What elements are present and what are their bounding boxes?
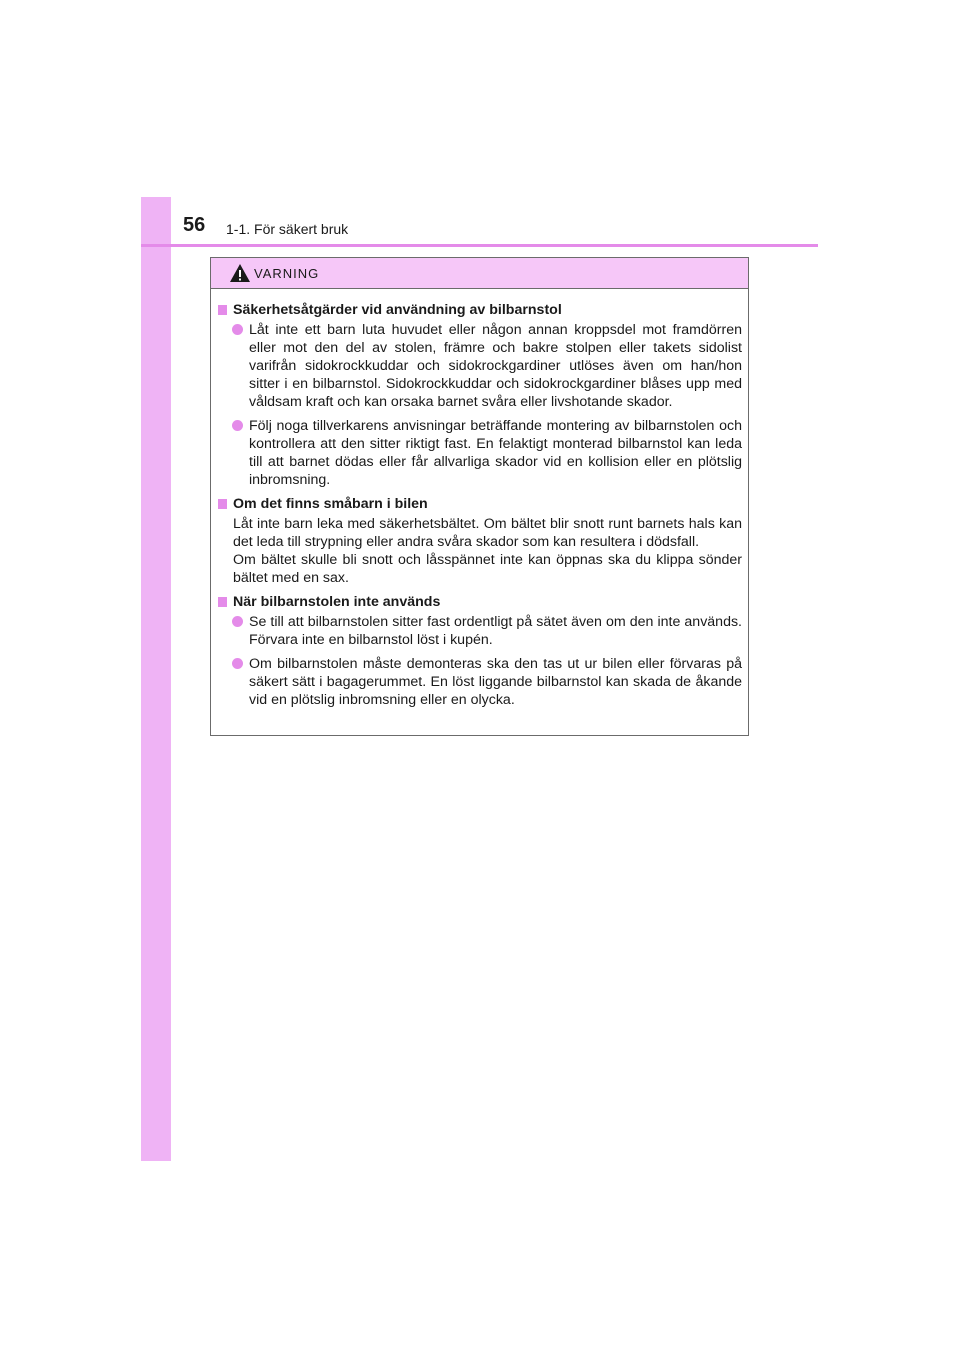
- bullet-dot-icon: [232, 616, 243, 627]
- square-bullet-icon: [218, 597, 227, 607]
- page-number: 56: [183, 214, 206, 236]
- warning-header: [211, 258, 748, 289]
- list-item: [218, 417, 742, 489]
- list-item: [218, 655, 742, 709]
- paragraph: Låt inte barn leka med säkerhetsbältet. Om bältet blir snott runt barnets hals kan det leda till strypning eller andra svåra skador som kan resultera i dödsfall.: [233, 516, 742, 550]
- list-item: [218, 321, 742, 411]
- bullet-dot-icon: [232, 420, 243, 431]
- warning-body: [211, 289, 748, 709]
- warning-triangle-icon: [229, 263, 251, 283]
- list-item-text: Låt inte ett barn luta huvudet eller någon annan kroppsdel mot framdörren eller mot den del av stolen, främre och bakre stolpen eller takets sidolist varifrån sidokrockkuddar och sidokrockgardiner utlöses även om han/hon sitter i en bilbarnstol. Sidokrockkuddar och sidokrockgardiner blåses upp med våldsam kraft och kan orsaka barnet svåra eller livshotande skador.: [249, 322, 742, 410]
- list-item-text: Följ noga tillverkarens anvisningar beträffande montering av bilbarnstolen och kontrollera att den sitter riktigt fast. En felaktigt monterad bilbarnstol kan leda till att barnet dödas eller får allvarliga skador vid en kollision eller en plötslig inbromsning.: [249, 418, 742, 488]
- warning-box: [210, 257, 749, 736]
- section-heading: [218, 495, 742, 513]
- paragraph: Om bältet skulle bli snott och låsspännet inte kan öppnas ska du klippa sönder bältet med en sax.: [233, 552, 742, 586]
- list-item: [218, 613, 742, 649]
- warning-label: VARNING: [254, 266, 320, 281]
- bullet-dot-icon: [232, 324, 243, 335]
- square-bullet-icon: [218, 499, 227, 509]
- square-bullet-icon: [218, 305, 227, 315]
- header-rule: [141, 244, 818, 247]
- section-heading: [218, 301, 742, 319]
- bullet-dot-icon: [232, 658, 243, 669]
- list-item-text: Se till att bilbarnstolen sitter fast ordentligt på sätet även om den inte används. Förvara inte en bilbarnstol löst i kupén.: [249, 614, 742, 648]
- section-heading-text: När bilbarnstolen inte används: [233, 594, 441, 610]
- list-item-text: Om bilbarnstolen måste demonteras ska den tas ut ur bilen eller förvaras på säkert sätt i bagagerummet. En löst liggande bilbarnstol kan skada de åkande vid en plötslig inbromsning eller en olycka.: [249, 656, 742, 708]
- chapter-side-tab: [141, 197, 171, 1161]
- section-heading-text: Om det finns småbarn i bilen: [233, 496, 428, 512]
- section-heading-text: Säkerhetsåtgärder vid användning av bilbarnstol: [233, 302, 562, 318]
- section-heading: [218, 593, 742, 611]
- section-title: 1-1. För säkert bruk: [226, 221, 349, 237]
